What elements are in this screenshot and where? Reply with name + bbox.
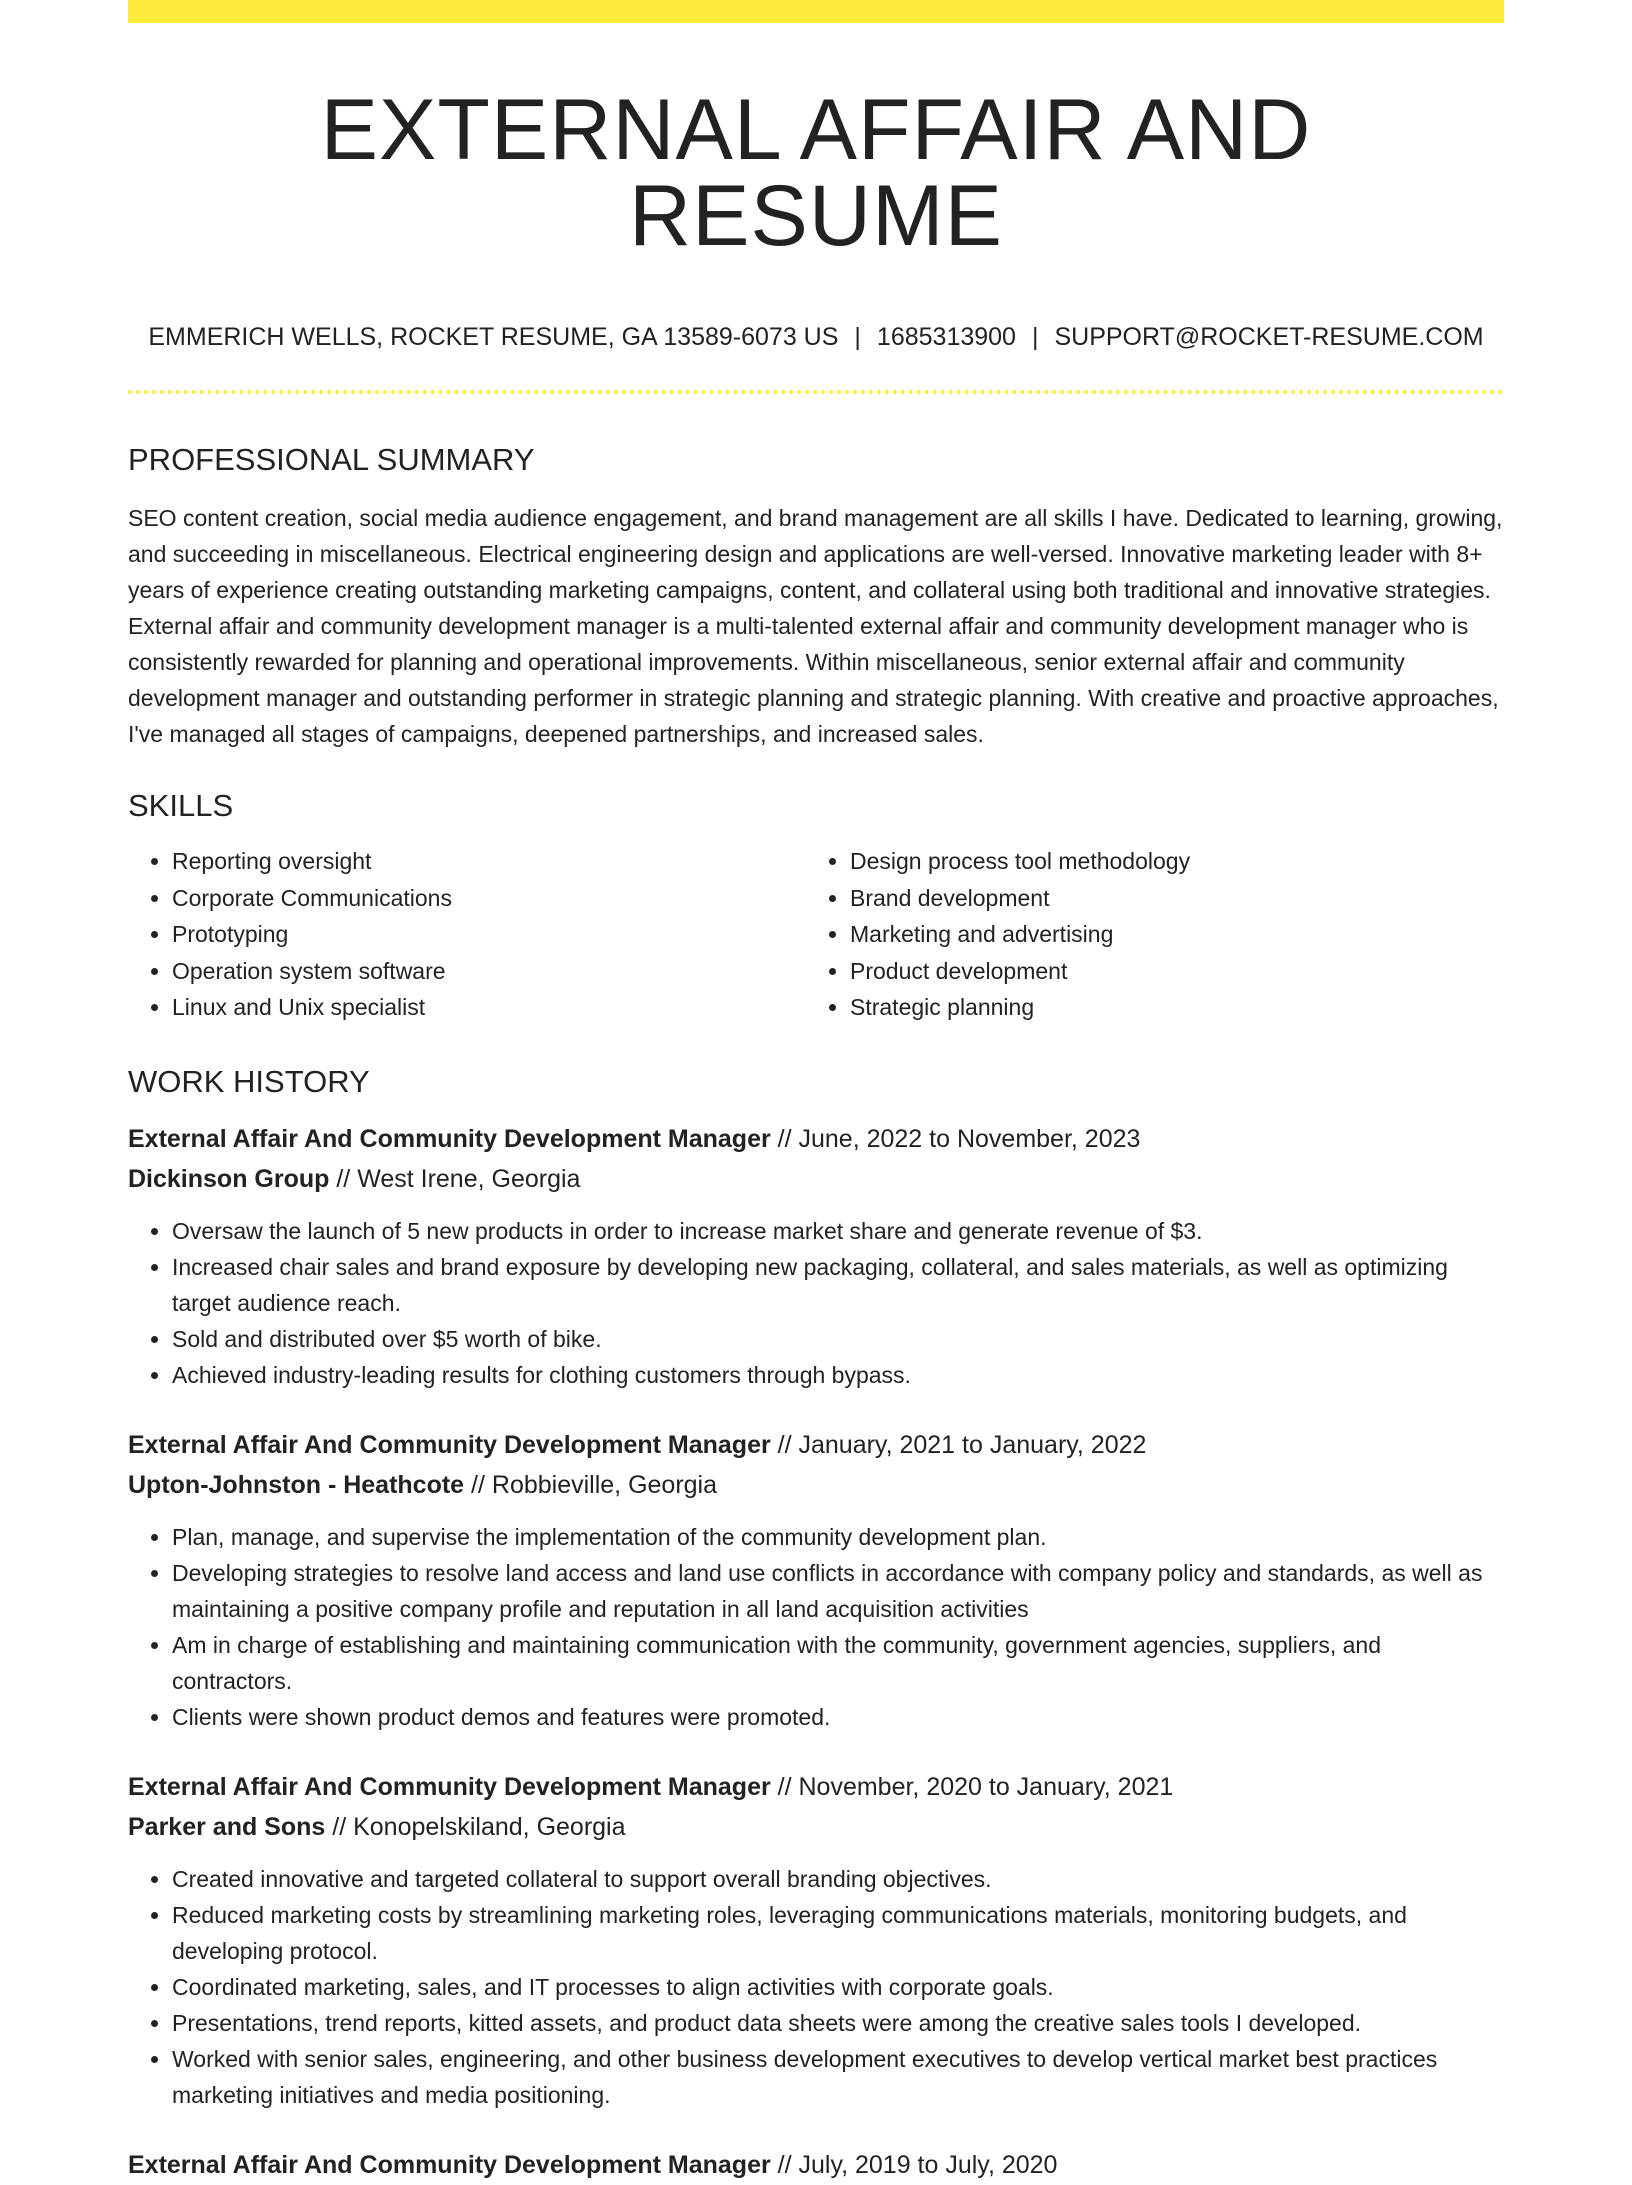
skill-item: • Design process tool methodology bbox=[850, 843, 1484, 880]
job-company-line bbox=[128, 1159, 1504, 1199]
skill-item: • Reporting oversight bbox=[172, 843, 806, 880]
skill-item: • Brand development bbox=[850, 880, 1484, 917]
summary-heading: PROFESSIONAL SUMMARY bbox=[128, 442, 535, 477]
contact-line bbox=[128, 325, 1504, 350]
job-bullet: • Am in charge of establishing and maintaining communication with the community, government agencies, suppliers, and contractors. bbox=[172, 1627, 1504, 1699]
skill-item: • Marketing and advertising bbox=[850, 916, 1484, 953]
skill-item: • Product development bbox=[850, 953, 1484, 990]
job-entry bbox=[128, 1425, 1504, 1735]
job-entry bbox=[128, 2145, 1504, 2185]
job-title: External Affair And Community Development Manager bbox=[128, 1772, 771, 1801]
summary-text: SEO content creation, social media audience engagement, and brand management are all skills I have. Dedicated to learning, growing, and succeeding in miscellaneous. Electrical engineering design and applications are well-versed. Innovative marketing leader with 8+ years of experience creating outstanding marketing campaigns, content, and collateral using both traditional and innovative strategies. External affair and community development manager is a multi-talented external affair and community development manager who is consistently rewarded for planning and operational improvements. Within miscellaneous, senior external affair and community development manager and outstanding performer in strategic planning and strategic planning. With creative and proactive approaches, I've managed all stages of campaigns, deepened partnerships, and increased sales. bbox=[128, 505, 1503, 747]
skills-right-list bbox=[806, 843, 1484, 1026]
job-location: // Robbieville, Georgia bbox=[471, 1470, 718, 1499]
job-title: External Affair And Community Development Manager bbox=[128, 2150, 771, 2179]
job-company: Upton-Johnston - Heathcote bbox=[128, 1470, 465, 1499]
job-entry bbox=[128, 1119, 1504, 1393]
skill-item: • Operation system software bbox=[172, 953, 806, 990]
job-dates: // June, 2022 to November, 2023 bbox=[777, 1124, 1141, 1153]
contact-separator: | bbox=[1031, 323, 1039, 351]
job-bullet: • Plan, manage, and supervise the implementation of the community development plan. bbox=[172, 1519, 1504, 1555]
job-title-line bbox=[128, 1119, 1504, 1159]
skill-item: • Linux and Unix specialist bbox=[172, 989, 806, 1026]
contact-separator: | bbox=[854, 323, 861, 351]
job-bullet: • Increased chair sales and brand exposure by developing new packaging, collateral, and sales materials, as well as optimizing target audience reach. bbox=[172, 1249, 1504, 1321]
work-history-heading: WORK HISTORY bbox=[128, 1063, 370, 1099]
job-company: Dickinson Group bbox=[128, 1164, 330, 1193]
top-accent-bar bbox=[128, 0, 1504, 23]
contact-email: SUPPORT@ROCKET-RESUME.COM bbox=[1054, 323, 1484, 351]
skills-heading: SKILLS bbox=[128, 788, 234, 823]
job-location: // Konopelskiland, Georgia bbox=[332, 1812, 626, 1841]
job-title: External Affair And Community Development Manager bbox=[128, 1430, 771, 1459]
job-bullet: • Reduced marketing costs by streamlining marketing roles, leveraging communications materials, monitoring budgets, and developing protocol. bbox=[172, 1897, 1504, 1969]
job-bullets bbox=[128, 1861, 1504, 2113]
skills-columns bbox=[128, 843, 1504, 1026]
job-bullet: • Worked with senior sales, engineering, and other business development executives to develop vertical market best practices marketing initiatives and media positioning. bbox=[172, 2041, 1504, 2113]
job-bullet: • Oversaw the launch of 5 new products in order to increase market share and generate revenue of $3. bbox=[172, 1213, 1504, 1249]
job-bullet: • Developing strategies to resolve land access and land use conflicts in accordance with company policy and standards, as well as maintaining a positive company profile and reputation in all land acquisition activities bbox=[172, 1555, 1504, 1627]
job-title: External Affair And Community Development Manager bbox=[128, 1124, 771, 1153]
job-dates: // July, 2019 to July, 2020 bbox=[777, 2150, 1058, 2179]
job-title-line bbox=[128, 1425, 1504, 1465]
job-dates: // November, 2020 to January, 2021 bbox=[777, 1772, 1174, 1801]
job-company-line bbox=[128, 1465, 1504, 1505]
job-bullet: • Clients were shown product demos and features were promoted. bbox=[172, 1699, 1504, 1735]
resume-page bbox=[128, 0, 1504, 2185]
job-title-line bbox=[128, 1767, 1504, 1807]
job-company: Parker and Sons bbox=[128, 1812, 326, 1841]
job-entry bbox=[128, 1767, 1504, 2113]
skill-item: • Strategic planning bbox=[850, 989, 1484, 1026]
skills-left-list bbox=[128, 843, 806, 1026]
dotted-divider bbox=[128, 390, 1504, 394]
job-title-line bbox=[128, 2145, 1504, 2185]
job-location: // West Irene, Georgia bbox=[336, 1164, 581, 1193]
job-bullets bbox=[128, 1213, 1504, 1393]
job-bullet: • Coordinated marketing, sales, and IT processes to align activities with corporate goals. bbox=[172, 1969, 1504, 2005]
job-company-line bbox=[128, 1807, 1504, 1847]
job-dates: // January, 2021 to January, 2022 bbox=[777, 1430, 1147, 1459]
job-bullet: • Presentations, trend reports, kitted assets, and product data sheets were among the creative sales tools I developed. bbox=[172, 2005, 1504, 2041]
job-bullet: • Created innovative and targeted collateral to support overall branding objectives. bbox=[172, 1861, 1504, 1897]
resume-title: EXTERNAL AFFAIR AND RESUME bbox=[320, 82, 1312, 264]
skill-item: • Corporate Communications bbox=[172, 880, 806, 917]
skill-item: • Prototyping bbox=[172, 916, 806, 953]
job-bullets bbox=[128, 1519, 1504, 1735]
job-bullet: • Sold and distributed over $5 worth of bike. bbox=[172, 1321, 1504, 1357]
contact-phone: 1685313900 bbox=[876, 323, 1016, 351]
contact-address: EMMERICH WELLS, ROCKET RESUME, GA 13589-6073 US bbox=[148, 323, 839, 351]
job-bullet: • Achieved industry-leading results for clothing customers through bypass. bbox=[172, 1357, 1504, 1393]
